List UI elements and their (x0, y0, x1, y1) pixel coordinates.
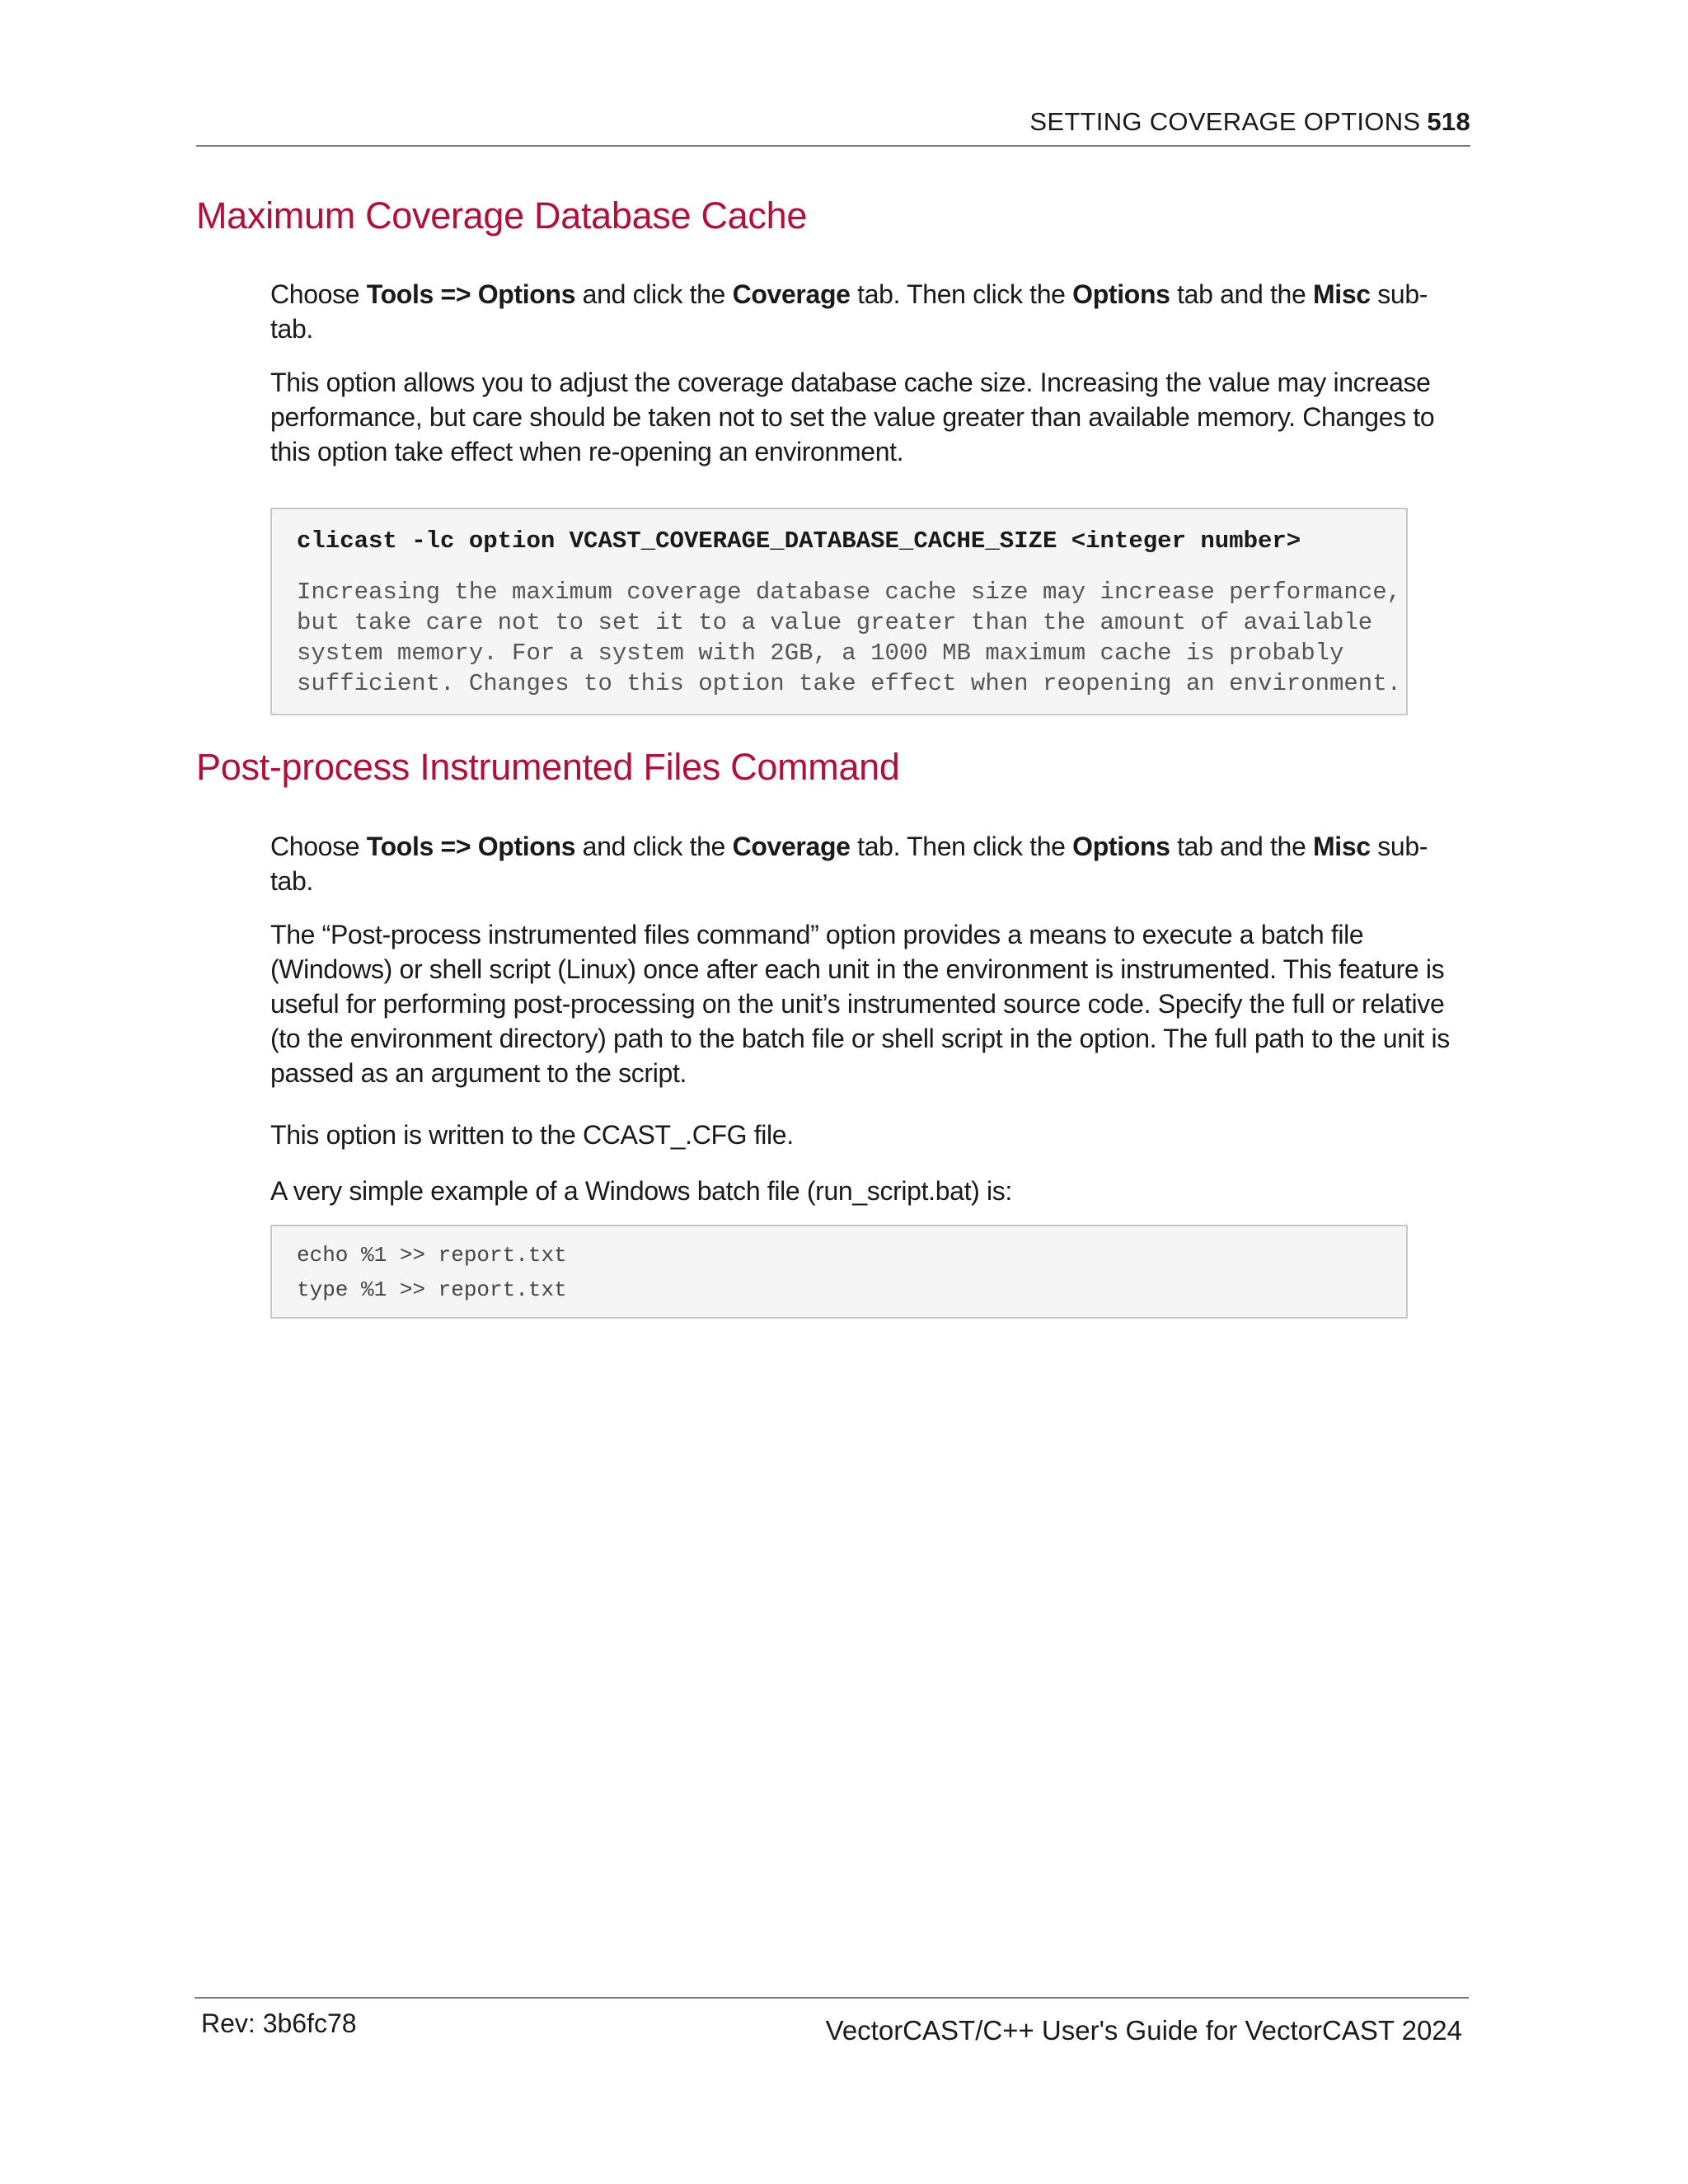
nav-instructions-1: Choose Tools => Options and click the Coverage tab. Then click the Options tab and the Misc sub- tab. (270, 279, 1428, 344)
clicast-code-block (270, 508, 1408, 715)
guide-title: VectorCAST/C++ User's Guide for VectorCAST 2024 (825, 2015, 1462, 2046)
revision-label: Rev: 3b6fc78 (201, 2008, 357, 2038)
config-note: This option is written to the CCAST_.CFG file. (270, 1120, 794, 1150)
section-heading-cache: Maximum Coverage Database Cache (196, 194, 808, 237)
nav-instructions-2: Choose Tools => Options and click the Coverage tab. Then click the Options tab and the Misc sub- tab. (270, 832, 1428, 896)
postprocess-description: The “Post-process instrumented files command” option provides a means to execute a batch file (Windows) or shell script (Linux) once after each unit in the environment is instrumented. This feature is useful for performing post-processing on the unit’s instrumented source code. Specify the full or relative (to the environment directory) path to the batch file or shell script in the option. The full path to the unit is passed as an argument to the script. (270, 920, 1450, 1088)
page-number: 518 (1427, 107, 1470, 136)
code-line: type %1 >> report.txt (297, 1277, 567, 1302)
page-header (196, 104, 1470, 147)
page-footer (195, 1997, 1469, 2064)
clicast-command: clicast -lc option VCAST_COVERAGE_DATABASE_CACHE_SIZE <integer number> (297, 527, 1301, 555)
code-line: echo %1 >> report.txt (297, 1243, 567, 1268)
cache-description: This option allows you to adjust the coverage database cache size. Increasing the value may increase performance, but care should be taken not to set the value greater than available memory. Changes to this option take effect when re-opening an environment. (270, 368, 1435, 466)
clicast-command-description: Increasing the maximum coverage database cache size may increase performance, but take care not to set it to a value greater than the amount of available system memory. For a system with 2GB, a 1000 MB maximum cache is probably sufficient. Changes to this option take effect when reopening an environment. (297, 579, 1402, 697)
example-intro: A very simple example of a Windows batch file (run_script.bat) is: (270, 1176, 1012, 1206)
batch-file-code-block (270, 1225, 1408, 1319)
section-title: SETTING COVERAGE OPTIONS (1029, 107, 1421, 136)
running-header (1029, 107, 1470, 137)
section-heading-postprocess: Post-process Instrumented Files Command (196, 746, 900, 788)
